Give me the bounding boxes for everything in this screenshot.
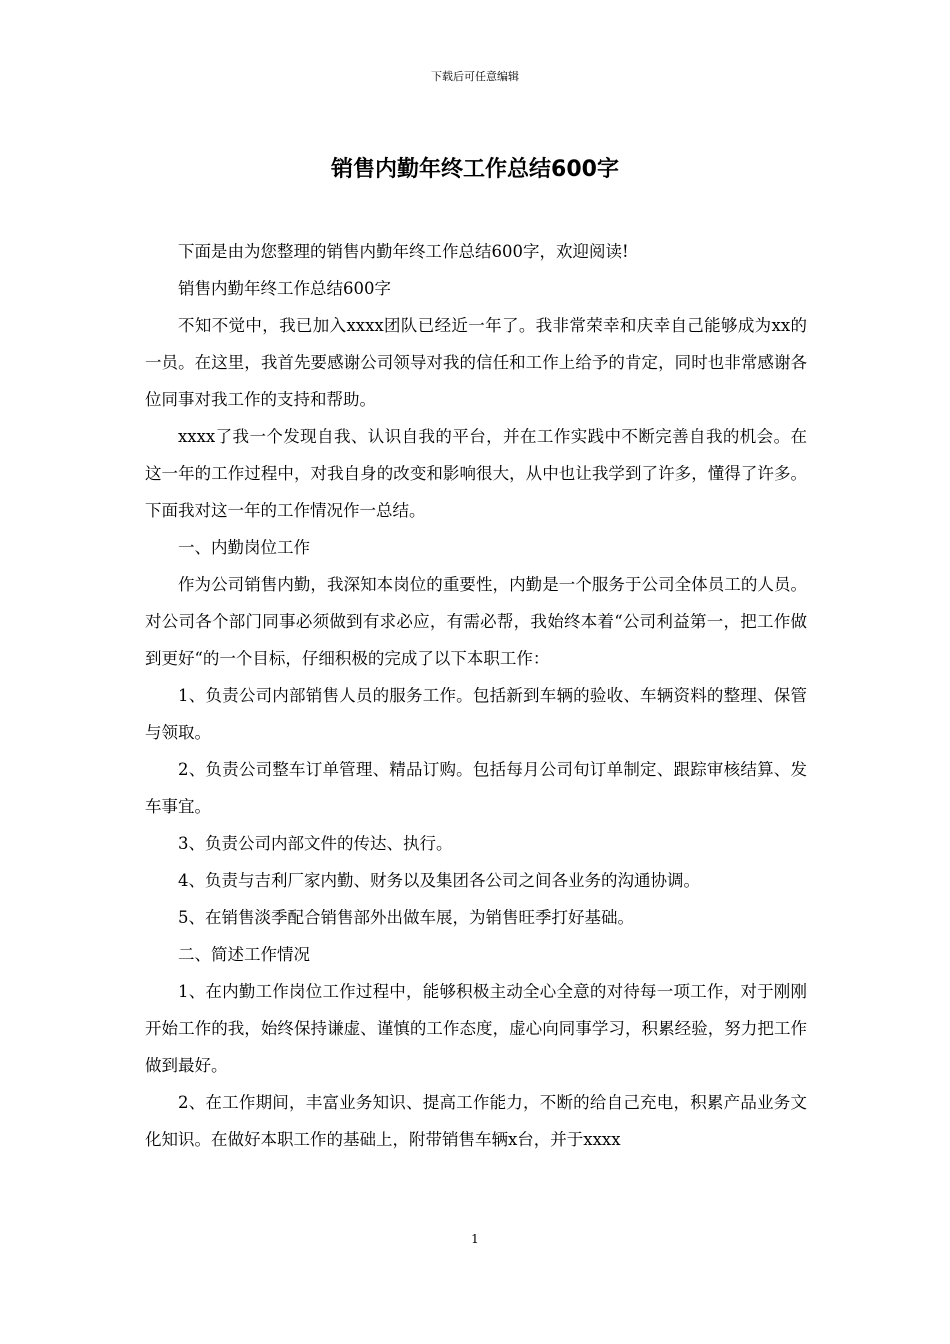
document-title: 销售内勤年终工作总结600字 bbox=[331, 157, 619, 182]
list-item: 2、负责公司整车订单管理、精品订购。包括每月公司旬订单制定、跟踪审核结算、发车事宜。 bbox=[145, 760, 807, 816]
document-body bbox=[145, 233, 807, 1158]
list-item: 2、在工作期间，丰富业务知识、提高工作能力，不断的给自己充电，积累产品业务文化知识。在做好本职工作的基础上，附带销售车辆x台，并于xxxx bbox=[145, 1093, 807, 1149]
paragraph: 作为公司销售内勤，我深知本岗位的重要性，内勤是一个服务于公司全体员工的人员。对公司各个部门同事必须做到有求必应，有需必帮，我始终本着“公司利益第一，把工作做到更好“的一个目标，仔细积极的完成了以下本职工作： bbox=[145, 575, 807, 668]
paragraph: 不知不觉中，我已加入xxxx团队已经近一年了。我非常荣幸和庆幸自己能够成为xx的一员。在这里，我首先要感谢公司领导对我的信任和工作上给予的肯定，同时也非常感谢各位同事对我工作的支持和帮助。 bbox=[145, 316, 807, 409]
section-heading: 一、内勤岗位工作 bbox=[178, 538, 310, 557]
list-item: 3、负责公司内部文件的传达、执行。 bbox=[178, 834, 453, 853]
paragraph: xxxx了我一个发现自我、认识自我的平台，并在工作实践中不断完善自我的机会。在这一年的工作过程中，对我自身的改变和影响很大，从中也让我学到了许多，懂得了许多。下面我对这一年的工作情况作一总结。 bbox=[145, 427, 807, 520]
list-item: 4、负责与吉利厂家内勤、财务以及集团各公司之间各业务的沟通协调。 bbox=[178, 871, 700, 890]
list-item: 1、在内勤工作岗位工作过程中，能够积极主动全心全意的对待每一项工作，对于刚刚开始工作的我，始终保持谦虚、谨慎的工作态度，虚心向同事学习，积累经验，努力把工作做到最好。 bbox=[145, 982, 807, 1075]
section-heading: 二、简述工作情况 bbox=[178, 945, 310, 964]
paragraph: 下面是由为您整理的销售内勤年终工作总结600字，欢迎阅读! bbox=[178, 242, 629, 261]
list-item: 5、在销售淡季配合销售部外出做车展，为销售旺季打好基础。 bbox=[178, 908, 634, 927]
list-item: 1、负责公司内部销售人员的服务工作。包括新到车辆的验收、车辆资料的整理、保管与领取。 bbox=[145, 686, 807, 742]
paragraph: 销售内勤年终工作总结600字 bbox=[178, 279, 391, 298]
page-number: 1 bbox=[471, 1232, 479, 1246]
page-header: 下载后可任意编辑 bbox=[431, 70, 519, 83]
